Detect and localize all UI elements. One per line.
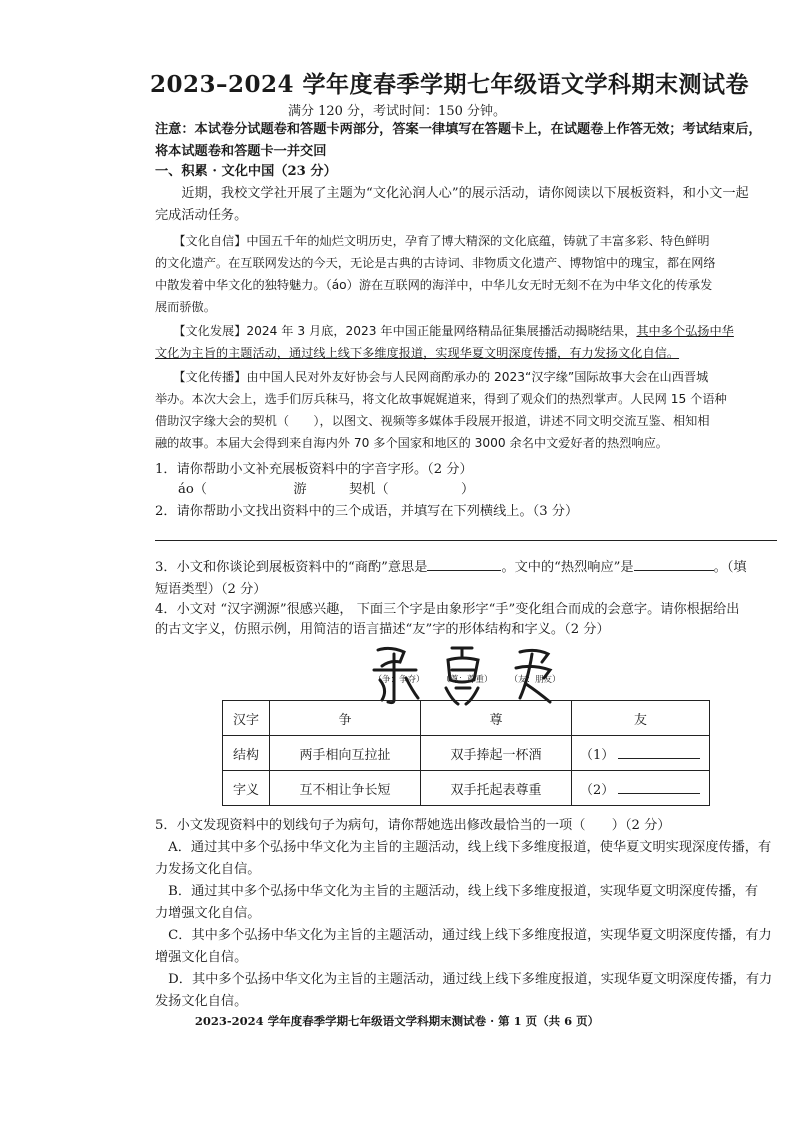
table-row xyxy=(223,736,710,771)
culture-spread-line-3: 借助汉字缘大会的契机（ ），以图文、视频等多媒体手段展开报道，讲述不同文明交流互鉴、相知相 xyxy=(155,414,710,428)
ao-word-suffix: 游 xyxy=(293,482,307,497)
question-3-part-1: 3．小文和你谈论到展板资料中的“商酌”意思是 xyxy=(155,560,428,575)
answer-number: （1） xyxy=(580,747,615,763)
option-d-line-1[interactable]: D．其中多个弘扬中华文化为主旨的主题活动，通过线上线下多维度报道，实现华夏文明深度传播，有力 xyxy=(155,972,773,987)
exam-subtitle: 满分 120 分，考试时间：150 分钟。 xyxy=(287,104,507,119)
option-a-line-1[interactable]: A．通过其中多个弘扬中华文化为主旨的主题活动，线上线下多维度报道，使华夏文明实现深度传播，有 xyxy=(155,840,772,855)
ao-pinyin-label: áo（ xyxy=(178,482,207,497)
shangzhuo-meaning-blank[interactable] xyxy=(427,556,501,571)
table-cell: 字义 xyxy=(223,771,270,806)
underlined-sentence-part-1: 其中多个弘扬中华 xyxy=(636,324,734,338)
question-3-part-3: 。（填 xyxy=(713,560,747,575)
question-2: 2．请你帮助小文找出资料中的三个成语，并填写在下列横线上。（3 分） xyxy=(155,504,579,519)
question-3-part-2: 。文中的“热烈响应”是 xyxy=(501,560,634,575)
question-3-line-1 xyxy=(155,556,781,579)
notice-line-2: 将本试题卷和答题卡一并交回 xyxy=(155,144,327,159)
seal-caption-zheng: （争：争夺） xyxy=(373,675,425,685)
character-table xyxy=(222,700,710,806)
question-1-blanks xyxy=(178,478,794,501)
qiji-close: ） xyxy=(460,482,475,497)
intro-line-2: 完成活动任务。 xyxy=(155,208,248,223)
culture-development-line-1 xyxy=(155,320,781,343)
option-c-line-2[interactable]: 增强文化自信。 xyxy=(155,950,248,965)
idiom-answer-line[interactable] xyxy=(155,540,777,541)
seal-captions xyxy=(365,673,605,685)
question-4-line-2: 的古文字义，仿照示例，用简洁的语言描述“友”字的形体结构和字义。（2 分） xyxy=(155,622,610,637)
seal-caption-you: （友：朋友） xyxy=(509,675,561,685)
page-footer: 2023-2024 学年度春季学期七年级语文学科期末测试卷 · 第 1 页（共 6 页） xyxy=(194,1014,600,1028)
table-header-cell: 争 xyxy=(270,701,421,736)
qiji-label: 契机（ xyxy=(349,482,389,497)
question-4-line-1: 4．小文对 “汉字溯源”很感兴趣， 下面三个字是由象形字“手”变化组合而成的会意字。请你根据给出 xyxy=(155,602,740,617)
intro-line-1: 近期，我校文学社开展了主题为“文化沁润人心”的展示活动，请你阅读以下展板资料，和小文一起 xyxy=(155,186,749,201)
table-header-cell: 尊 xyxy=(421,701,572,736)
you-meaning-answer-cell[interactable] xyxy=(572,771,710,806)
culture-spread-line-2: 举办。本次大会上，选手们厉兵秣马，将文化故事娓娓道来，得到了观众们的热烈掌声。人民网 15 个语种 xyxy=(155,392,727,406)
option-b-line-2[interactable]: 力增强文化自信。 xyxy=(155,906,261,921)
table-cell: 双手捧起一杯酒 xyxy=(421,736,572,771)
culture-confidence-line-1: 【文化自信】中国五千年的灿烂文明历史，孕育了博大精深的文化底蕴，铸就了丰富多彩、特色鲜明 xyxy=(155,234,710,248)
table-cell: 双手托起表尊重 xyxy=(421,771,572,806)
culture-development-text: 【文化发展】2024 年 3 月底，2023 年中国正能量网络精品征集展播活动揭晓结果， xyxy=(155,324,637,338)
option-c-line-1[interactable]: C．其中多个弘扬中华文化为主旨的主题活动，通过线上线下多维度报道，实现华夏文明深度传播，有力 xyxy=(155,928,772,943)
question-1: 1．请你帮助小文补充展板资料中的字音字形。（2 分） xyxy=(155,462,473,477)
table-row xyxy=(223,771,710,806)
option-d-line-2[interactable]: 发扬文化自信。 xyxy=(155,994,248,1009)
underlined-sentence-part-2: 文化为主旨的主题活动，通过线上线下多维度报道，实现华夏文明深度传播，有力发扬文化自信。 xyxy=(155,346,680,360)
question-5-stem: 5．小文发现资料中的划线句子为病句，请你帮她选出修改最恰当的一项（ ）（2 分） xyxy=(155,818,671,833)
you-meaning-blank[interactable] xyxy=(618,779,700,794)
answer-number: （2） xyxy=(580,782,615,798)
table-header-cell: 汉字 xyxy=(223,701,270,736)
table-cell: 互不相让争长短 xyxy=(270,771,421,806)
section-heading: 一、积累 · 文化中国（23 分） xyxy=(155,164,337,179)
question-3-line-2: 短语类型）（2 分） xyxy=(155,582,267,597)
table-header-cell: 友 xyxy=(572,701,710,736)
option-a-line-2[interactable]: 力发扬文化自信。 xyxy=(155,862,261,877)
notice-line-1: 注意：本试卷分试题卷和答题卡两部分，答案一律填写在答题卡上，在试题卷上作答无效；考试结束后， xyxy=(155,122,762,137)
seal-caption-zun: （尊：尊重） xyxy=(441,675,493,685)
exam-title: 2023–2024 学年度春季学期七年级语文学科期末测试卷 xyxy=(150,71,750,98)
culture-spread-line-1: 【文化传播】由中国人民对外友好协会与人民网商酌承办的 2023“汉字缘”国际故事大会在山西晋城 xyxy=(155,370,709,384)
you-structure-answer-cell[interactable] xyxy=(572,736,710,771)
culture-confidence-line-3: 中散发着中华文化的独特魅力。（áo）游在互联网的海洋中，中华儿女无时无刻不在为中华文化的传承发 xyxy=(155,278,713,292)
you-structure-blank[interactable] xyxy=(618,744,700,759)
culture-confidence-line-4: 展而骄傲。 xyxy=(155,300,216,314)
option-b-line-1[interactable]: B．通过其中多个弘扬中华文化为主旨的主题活动，线上线下多维度报道，实现华夏文明深度传播，有 xyxy=(155,884,759,899)
table-cell: 两手相向互拉扯 xyxy=(270,736,421,771)
table-cell: 结构 xyxy=(223,736,270,771)
phrase-type-blank[interactable] xyxy=(634,556,714,571)
table-header-row xyxy=(223,701,710,736)
culture-confidence-line-2: 的文化遗产。在互联网发达的今天，无论是古典的古诗词、非物质文化遗产、博物馆中的瑰宝，都在网络 xyxy=(155,256,716,270)
culture-spread-line-4: 融的故事。本届大会得到来自海内外 70 多个国家和地区的 3000 余名中文爱好者的热烈响应。 xyxy=(155,436,668,450)
